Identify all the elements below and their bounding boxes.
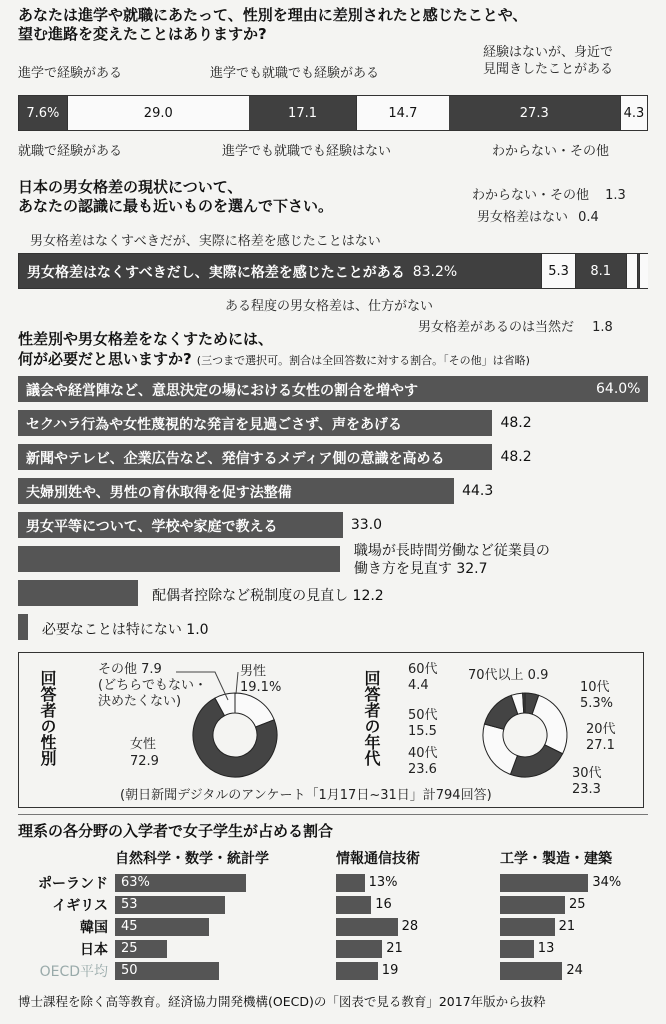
q3-bar-label-line1: 職場が長時間労働など従業員の xyxy=(353,543,550,559)
q2-label-e-text: 男女格差があるのは当然だ xyxy=(418,320,575,335)
q1-title-line1: あなたは進学や就職にあたって、性別を理由に差別されたと感じたことや、 xyxy=(18,6,528,24)
q2-title-line2: あなたの認識に最も近いものを選んで下さい。 xyxy=(18,197,334,215)
g-male-1: 男性 xyxy=(240,664,267,679)
q3-bar-value-2: 48.2 xyxy=(500,415,532,431)
q1-label-bot-1: 就職で経験がある xyxy=(18,144,123,159)
q3-bar-value-1: 64.0% xyxy=(596,381,641,397)
q2-label-a-val: 1.3 xyxy=(605,188,626,203)
oecd-value-3-5: 24 xyxy=(566,963,583,978)
oecd-bar-3-5 xyxy=(500,962,562,980)
q3-bar-label-3: 新聞やテレビ、企業広告など、発信するメディア側の意識を高める xyxy=(26,451,445,467)
oecd-row-label-1: ポーランド xyxy=(38,876,108,892)
a50-2: 15.5 xyxy=(408,724,437,739)
oecd-bar-3-1 xyxy=(500,874,588,892)
q1-label-top-2: 進学でも就職でも経験がある xyxy=(210,66,380,81)
g-female-2: 72.9 xyxy=(130,754,159,769)
q1-segment-5: 27.3 xyxy=(449,96,620,130)
q1-segment-4: 14.7 xyxy=(356,96,448,130)
q2-main-value: 83.2% xyxy=(412,264,458,280)
section-divider xyxy=(18,814,648,815)
q3-bar-label-1: 議会や経営陣など、意思決定の場における女性の割合を増やす xyxy=(26,383,418,399)
q2-segment-2: 5.3 xyxy=(541,254,574,288)
oecd-value-1-4: 25 xyxy=(121,941,138,956)
q3-bar-label-8: 必要なことは特にない 1.0 xyxy=(41,622,209,638)
age-slice-2 xyxy=(532,695,567,753)
oecd-bar-3-4 xyxy=(500,940,534,958)
q2-main-text: 男女格差はなくすべきだし、実際に格差を感じたことがある xyxy=(27,265,405,281)
oecd-group-header-1: 自然科学・数学・統計学 xyxy=(115,851,269,867)
q1-title-line2: 望む進路を変えたことはありますか? xyxy=(18,25,267,43)
a10-1: 10代 xyxy=(580,680,610,695)
oecd-bar-2-5 xyxy=(336,962,378,980)
a40-2: 23.6 xyxy=(408,762,437,777)
oecd-bar-2-1 xyxy=(336,874,365,892)
oecd-bar-3-2 xyxy=(500,896,565,914)
age-donut xyxy=(480,690,570,780)
q2-segment-3: 8.1 xyxy=(575,254,626,288)
oecd-row-label-4: 日本 xyxy=(80,942,108,958)
oecd-title: 理系の各分野の入学者で女子学生が占める割合 xyxy=(18,822,334,840)
a60-2: 4.4 xyxy=(408,678,429,693)
q3-bar-label-4: 夫婦別姓や、男性の育休取得を促す法整備 xyxy=(26,485,292,501)
oecd-value-3-1: 34% xyxy=(592,875,622,890)
age40-label xyxy=(408,746,438,778)
oecd-value-2-5: 19 xyxy=(381,963,399,978)
q3-bar-value-3: 48.2 xyxy=(500,449,532,465)
oecd-group-header-2: 情報通信技術 xyxy=(336,851,420,867)
oecd-bar-2-4 xyxy=(336,940,382,958)
age30-label xyxy=(572,766,602,798)
g-male-2: 19.1% xyxy=(240,680,282,695)
oecd-row-label-5: OECD平均 xyxy=(39,964,108,980)
respondents-source: (朝日新聞デジタルのアンケート「1月17日~31日」計794回答) xyxy=(120,788,492,803)
q3-title-line2: 何が必要だと思いますか? xyxy=(18,350,192,368)
oecd-value-1-2: 53 xyxy=(121,897,138,912)
q2-label-e-val: 1.8 xyxy=(592,320,613,335)
q3-bar-label-2: セクハラ行為や女性蔑視的な発言を見過ごさず、声をあげる xyxy=(26,417,403,433)
q1-segment-6: 4.3 xyxy=(620,96,647,130)
g-other-3: 決めたくない) xyxy=(98,694,182,709)
g-other-1: その他 7.9 xyxy=(98,662,162,677)
q1-segment-3: 17.1 xyxy=(249,96,356,130)
q1-label-top-3b: 見聞きしたことがある xyxy=(483,62,614,77)
q1-label-top-3a: 経験はないが、身近で xyxy=(483,45,614,60)
a10-2: 5.3% xyxy=(580,696,614,711)
a60-1: 60代 xyxy=(408,662,438,677)
age-title: 回答者の年代 xyxy=(362,670,381,766)
oecd-bar-3-3 xyxy=(500,918,555,936)
a40-1: 40代 xyxy=(408,746,438,761)
oecd-value-2-2: 16 xyxy=(375,897,392,912)
a30-2: 23.3 xyxy=(572,782,601,797)
g-other-2: (どちらでもない・ xyxy=(98,678,207,693)
q2-main-label xyxy=(27,254,457,290)
q1-segment-2: 29.0 xyxy=(67,96,249,130)
oecd-value-3-4: 13 xyxy=(537,941,555,956)
q2-label-b-val: 0.4 xyxy=(578,210,599,225)
q3-bar-label-line2: 働き方を見直す 32.7 xyxy=(353,561,488,577)
oecd-value-1-1: 63% xyxy=(121,875,150,890)
oecd-bar-2-2 xyxy=(336,896,371,914)
q3-bar-value-5: 33.0 xyxy=(350,517,383,533)
q2-label-a-text: わからない・その他 xyxy=(472,188,590,203)
q2-title-line1: 日本の男女格差の現状について、 xyxy=(18,178,243,196)
a20-2: 27.1 xyxy=(586,738,615,753)
oecd-row-label-3: 韓国 xyxy=(80,920,108,936)
q1-label-top-1: 進学で経験がある xyxy=(18,66,123,81)
age50-label xyxy=(408,708,438,740)
g-female-1: 女性 xyxy=(130,737,157,752)
oecd-value-1-5: 50 xyxy=(121,963,138,978)
a20-1: 20代 xyxy=(586,722,616,737)
oecd-value-3-2: 25 xyxy=(569,897,586,912)
q2-label-c: 男女格差はなくすべきだが、実際に格差を感じたことはない xyxy=(30,234,381,249)
q1-label-bot-3: わからない・その他 xyxy=(492,144,610,159)
oecd-value-2-1: 13% xyxy=(368,875,398,890)
oecd-value-2-4: 21 xyxy=(386,941,403,956)
age-slice-3 xyxy=(510,745,562,777)
q3-bar-label-7: 配偶者控除など税制度の見直し 12.2 xyxy=(152,588,384,604)
oecd-value-3-3: 21 xyxy=(558,919,576,934)
oecd-footnote: 博士課程を除く高等教育。経済協力開発機構(OECD)の「図表で見る教育」2017年版から抜粋 xyxy=(18,994,546,1009)
q1-segment-1: 7.6% xyxy=(19,96,67,130)
age20-label xyxy=(586,722,616,754)
oecd-group-header-3: 工学・製造・建築 xyxy=(500,851,612,867)
q3-bar-label-5: 男女平等について、学校や家庭で教える xyxy=(26,519,278,535)
q2-label-b-text: 男女格差はない xyxy=(477,210,569,225)
oecd-value-1-3: 45 xyxy=(121,919,138,934)
gender-title: 回答者の性別 xyxy=(38,670,57,766)
age70-label: 70代以上 0.9 xyxy=(468,668,549,683)
age60-label xyxy=(408,662,438,694)
q3-note: (三つまで選択可。割合は全回答数に対する割合。「その他」は省略) xyxy=(196,354,530,367)
age-slice-4 xyxy=(483,724,517,774)
a30-1: 30代 xyxy=(572,766,602,781)
q3-bar-value-4: 44.3 xyxy=(462,483,494,499)
q3-title-line1: 性差別や男女格差をなくすためには、 xyxy=(18,330,274,348)
oecd-bar-2-3 xyxy=(336,918,398,936)
q1-label-bot-2: 進学でも就職でも経験はない xyxy=(222,144,392,159)
age10-label xyxy=(580,680,613,712)
a50-1: 50代 xyxy=(408,708,438,723)
oecd-row-label-2: イギリス xyxy=(52,898,108,914)
q2-label-d: ある程度の男女格差は、仕方がない xyxy=(225,299,434,314)
oecd-value-2-3: 28 xyxy=(401,919,419,934)
